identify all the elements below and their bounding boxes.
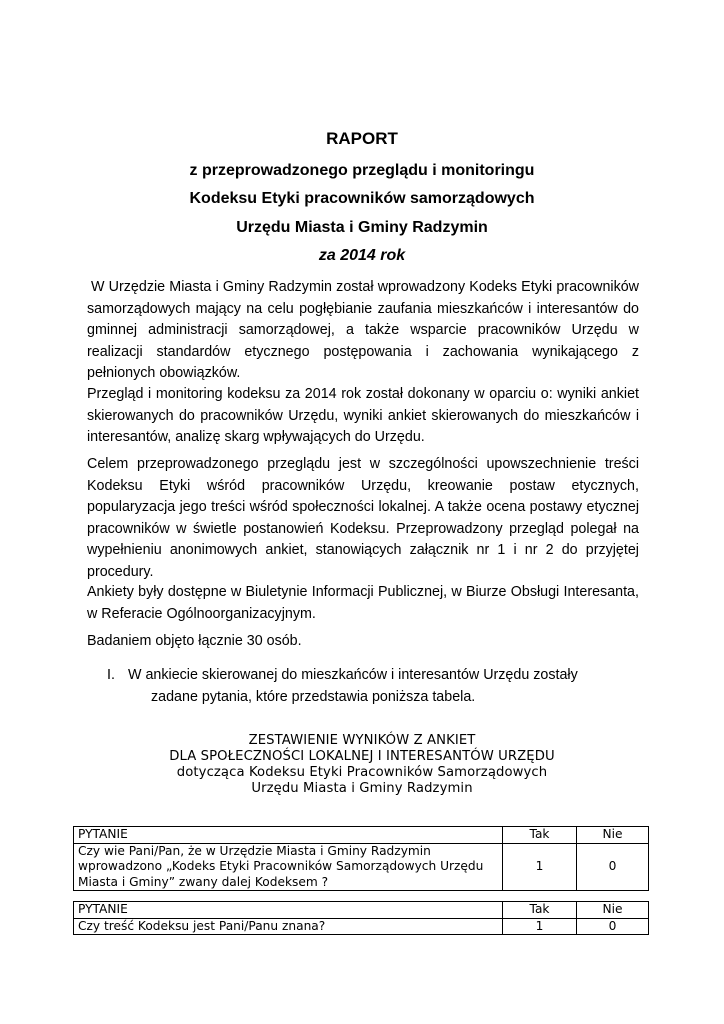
list-text-line-2: zadane pytania, które przedstawia poniższa tabela. [151,688,476,705]
no-count: 0 [577,843,649,891]
header-yes: Tak [503,827,577,844]
report-subtitle-line-1: z przeprowadzonego przeglądu i monitoringu [189,162,535,179]
header-yes: Tak [503,902,577,919]
list-text-line-1: W ankiecie skierowanej do mieszkańców i interesantów Urzędu zostały [128,667,578,683]
report-year: za 2014 rok [318,247,406,264]
table-row [74,843,649,891]
summary-line-4: Urzędu Miasta i Gminy Radzymin [251,781,473,796]
paragraph-sample-size: Badaniem objęto łącznie 30 osób. [87,633,302,649]
list-number: I. [107,667,115,683]
table-header-row [74,827,649,844]
yes-count: 1 [503,918,577,935]
summary-line-1: ZESTAWIENIE WYNIKÓW Z ANKIET [248,733,476,748]
survey-table-2 [73,901,649,935]
question-line: Miasta i Gminy” zwany dalej Kodeksem ? [78,874,329,889]
header-question: PYTANIE [74,827,503,844]
question-line: Czy wie Pani/Pan, że w Urzędzie Miasta i Gminy Radzymin [78,843,431,858]
paragraph-purpose: Celem przeprowadzonego przeglądu jest w szczególności upowszechnienie treści Kodeksu Etyki wśród pracowników Urzędu, kreowanie postaw etycznych, popularyzacja jego treści wśród społeczności lokalnej. A także ocena postawy etycznej pracowników w świetle postanowień Kodeksu. Przeprowadzony przegląd polegał na wypełnieniu anonimowych ankiet, stanowiących załącznik nr 1 i nr 2 do przyjętej procedury. [87,456,639,580]
yes-count: 1 [503,843,577,891]
report-title: RAPORT [326,129,398,148]
question-cell [74,843,503,891]
question-line: wprowadzono „Kodeks Etyki Pracowników Samorządowych Urzędu [78,859,484,873]
header-no: Nie [577,902,649,919]
paragraph-intro: W Urzędzie Miasta i Gminy Radzymin został wprowadzony Kodeks Etyki pracowników samorządowych mający na celu pogłębianie zaufania mieszkańców i interesantów do gminnej administracji samorządowej, a także wsparcie pracowników Urzędu w realizacji standardów etycznego postępowania i zachowania wynikającego z pełnionych obowiązków. [87,279,639,381]
header-question: PYTANIE [74,902,503,919]
report-subtitle-line-3: Urzędu Miasta i Gminy Radzymin [236,219,488,236]
question-cell: Czy treść Kodeksu jest Pani/Panu znana? [74,918,503,935]
report-subtitle-line-2: Kodeksu Etyki pracowników samorządowych [189,190,535,207]
results-summary-heading [0,733,724,797]
paragraph-monitoring: Przegląd i monitoring kodeksu za 2014 rok został dokonany w oparciu o: wyniki ankiet skierowanych do pracowników Urzędu, wyniki ankiet skierowanych do mieszkańców i interesantów, analizę skarg wpływających do Urzędu. [87,386,639,445]
list-item-1 [107,665,639,708]
header-no: Nie [577,827,649,844]
paragraph-availability: Ankiety były dostępne w Biuletynie Informacji Publicznej, w Biurze Obsługi Interesanta, w Referacie Ogólnoorganizacyjnym. [87,584,639,622]
summary-line-2: DLA SPOŁECZNOŚCI LOKALNEJ I INTERESANTÓW URZĘDU [169,749,555,764]
no-count: 0 [577,918,649,935]
survey-table-1 [73,826,649,891]
table-header-row [74,902,649,919]
table-row [74,918,649,935]
summary-line-3: dotycząca Kodeksu Etyki Pracowników Samorządowych [176,765,548,780]
